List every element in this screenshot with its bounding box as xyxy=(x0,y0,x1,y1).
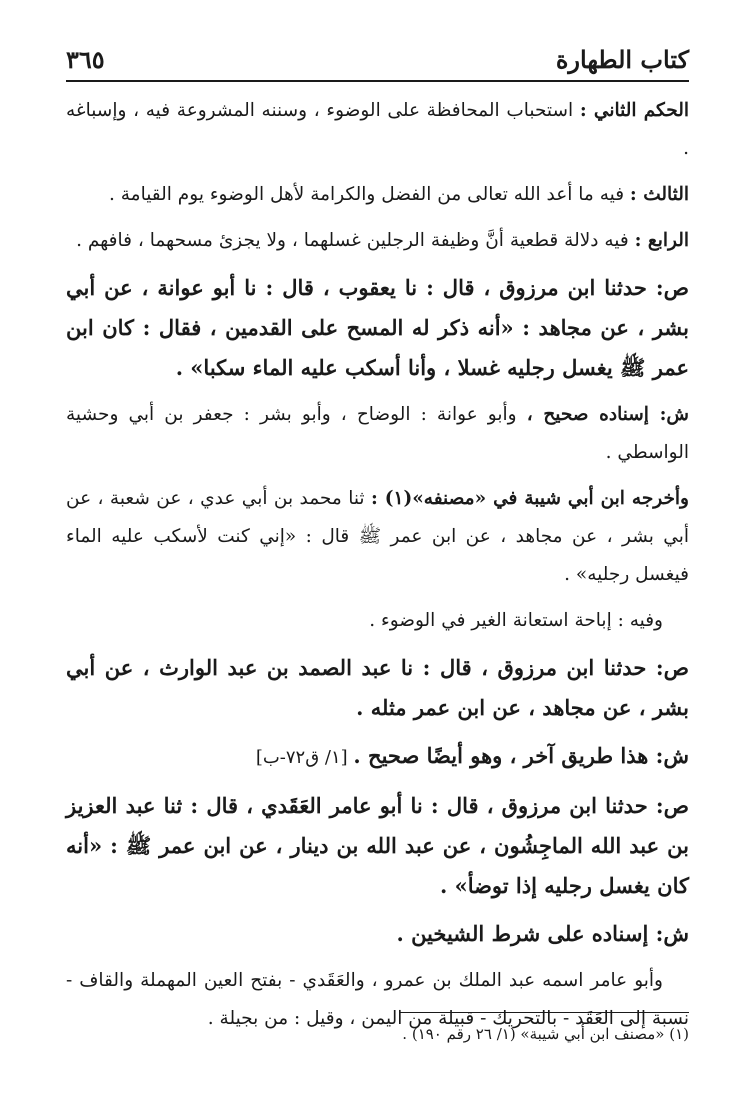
paragraph-text: وأبو عامر اسمه عبد الملك بن عمرو ، والعَقَدي - بفتح العين المهملة والقاف - نسبة إلى العَقَد - بالتحريك - قبيلة من اليمن ، وقيل : من بجيلة . xyxy=(66,970,689,1029)
header-divider xyxy=(66,80,689,82)
paragraph-text: فيه دلالة قطعية أنَّ وظيفة الرجلين غسلهما ، ولا يجزئ مسحهما ، فافهم . xyxy=(76,230,635,251)
paragraph-ruling-4 xyxy=(66,222,689,260)
paragraph-lead: الحكم الثاني : xyxy=(579,100,689,121)
paragraph-lead: وأخرجه ابن أبي شيبة في «مصنفه»(١) : xyxy=(370,488,689,509)
paragraph-text: فيه ما أعد الله تعالى من الفضل والكرامة لأهل الوضوء يوم القيامة . xyxy=(108,184,630,205)
paragraph-text: ص: حدثنا ابن مرزوق ، قال : نا عبد الصمد بن عبد الوارث ، عن أبي بشر ، عن مجاهد ، عن ابن عمر مثله . xyxy=(66,655,689,720)
chapter-title: كتاب الطهارة xyxy=(555,45,689,74)
footnote-divider xyxy=(399,1012,689,1013)
paragraph-text: ص: حدثنا ابن مرزوق ، قال : نا أبو عامر العَقَدي ، قال : ثنا عبد العزيز بن عبد الله الماجِشُون ، عن عبد الله بن دينار ، عن ابن عمر ﷺ : «أنه كان يغسل رجليه إذا توضأ» . xyxy=(66,793,689,898)
page-body xyxy=(66,92,689,1046)
paragraph-text: [١/ ق٧٢-ب] xyxy=(255,747,354,768)
paragraph-text: وأبو عوانة : الوضاح ، وأبو بشر : جعفر بن أبي وحشية الواسطي . xyxy=(66,404,689,463)
paragraph-lead: الثالث : xyxy=(629,184,689,205)
paragraph-text: وفيه : إباحة استعانة الغير في الوضوء . xyxy=(369,610,663,631)
paragraph-text: ثنا محمد بن أبي عدي ، عن شعبة ، عن أبي بشر ، عن مجاهد ، عن ابن عمر ﷺ قال : «إني كنت لأسكب عليه الماء فيغسل رجليه» . xyxy=(66,488,689,585)
paragraph-lead: ش: هذا طريق آخر ، وهو أيضًا صحيح . xyxy=(353,743,689,768)
commentary-1 xyxy=(66,396,689,472)
page-number: ٣٦٥ xyxy=(66,45,105,74)
paragraph-lead: ش: إسناده على شرط الشيخين . xyxy=(396,921,689,946)
commentary-4 xyxy=(66,736,689,778)
commentary-3 xyxy=(66,602,689,640)
page-header xyxy=(66,38,689,74)
paragraph-text: ص: حدثنا ابن مرزوق ، قال : نا يعقوب ، قال : نا أبو عوانة ، عن أبي بشر ، عن مجاهد : «أنه ذكر له المسح على القدمين ، فقال : كان ابن عمر ﷺ يغسل رجليه غسلا ، وأنا أسكب عليه الماء سكبا» . xyxy=(66,275,689,380)
commentary-2 xyxy=(66,480,689,594)
paragraph-lead: ش: إسناده صحيح ، xyxy=(526,404,690,425)
paragraph-lead: الرابع : xyxy=(634,230,689,251)
footnote: (١) «مصنف ابن أبي شيبة» (١/ ٢٦ رقم ١٩٠) . xyxy=(402,1025,689,1043)
paragraph-ruling-2 xyxy=(66,92,689,168)
hadith-text-2 xyxy=(66,648,689,728)
hadith-text-3 xyxy=(66,786,689,906)
paragraph-ruling-3 xyxy=(66,176,689,214)
paragraph-text: استحباب المحافظة على الوضوء ، وسننه المشروعة فيه ، وإسباغه . xyxy=(66,100,689,159)
hadith-text-1 xyxy=(66,268,689,388)
commentary-5 xyxy=(66,914,689,954)
